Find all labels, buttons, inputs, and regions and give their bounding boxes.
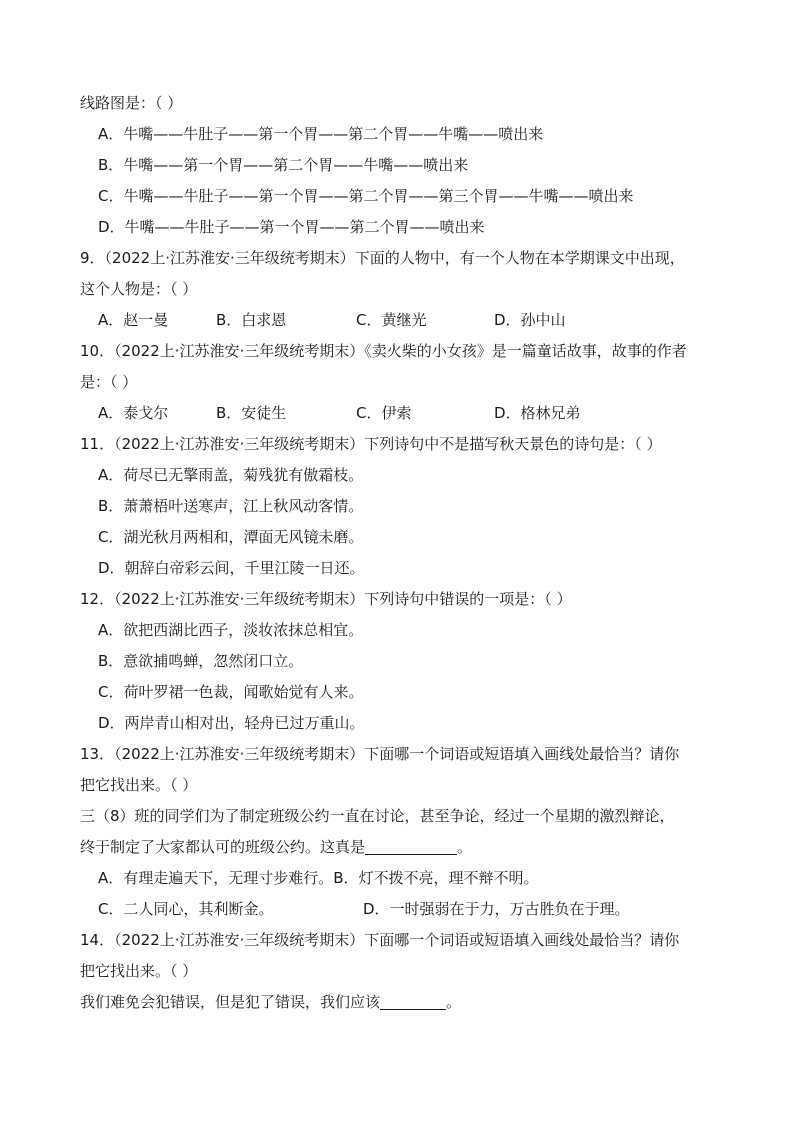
q14-passage-text: 我们难免会犯错误，但是犯了错误，我们应该: [80, 993, 381, 1011]
q14-fill-blank[interactable]: [380, 993, 446, 1010]
q14-stem-line1: 14．（2022上·江苏淮安·三年级统考期末）下面哪一个词语或短语填入画线处最恰当？请你: [80, 931, 680, 949]
q8-option-d: D．牛嘴——牛肚子——第一个胃——第二个胃——喷出来: [98, 218, 485, 236]
q12-option-c: C．荷叶罗裙一色裁，闻歌始觉有人来。: [98, 683, 364, 701]
q9-option-c: C．黄继光: [356, 311, 427, 329]
q13-option-b: B．灯不拨不亮，理不辩不明。: [333, 869, 539, 887]
q11-stem: 11．（2022上·江苏淮安·三年级统考期末）下列诗句中不是描写秋天景色的诗句是：（ ）: [80, 435, 662, 453]
q9-options: [80, 305, 720, 336]
q10-option-a: A．泰戈尔: [98, 404, 169, 422]
q13-stem-line2: 把它找出来。（ ）: [80, 776, 198, 794]
q13-options-row1: [80, 863, 720, 894]
q12-stem: 12．（2022上·江苏淮安·三年级统考期末）下列诗句中错误的一项是：（ ）: [80, 590, 572, 608]
q13-stem-line1: 13．（2022上·江苏淮安·三年级统考期末）下面哪一个词语或短语填入画线处最恰当？请你: [80, 745, 680, 763]
question-list: [80, 88, 720, 1018]
q14-passage-end: 。: [446, 993, 462, 1011]
q9-option-a: A．赵一曼: [98, 311, 169, 329]
q10-stem-line2: 是：（ ）: [80, 373, 138, 391]
q13-passage-text: 终于制定了大家都认可的班级公约。这真是: [80, 838, 366, 856]
q9-stem-line2: 这个人物是：（ ）: [80, 280, 198, 298]
q10-option-d: D．格林兄弟: [494, 404, 581, 422]
q13-passage-line1: 三（8）班的同学们为了制定班级公约一直在讨论，甚至争论，经过一个星期的激烈辩论，: [80, 807, 675, 825]
q11-option-c: C．湖光秋月两相和，潭面无风镜未磨。: [98, 528, 364, 546]
q9-option-b: B．白求恩: [216, 311, 287, 329]
q8-stem-tail: 线路图是：（ ）: [80, 94, 183, 112]
q14-passage: [80, 987, 720, 1018]
q13-option-c: C．二人同心，其利断金。: [98, 900, 274, 918]
q11-option-d: D．朝辞白帝彩云间，千里江陵一日还。: [98, 559, 365, 577]
q10-option-c: C．伊索: [356, 404, 412, 422]
q12-option-a: A．欲把西湖比西子，淡妆浓抹总相宜。: [98, 621, 364, 639]
q12-option-d: D．两岸青山相对出，轻舟已过万重山。: [98, 714, 365, 732]
q13-option-d: D．一时强弱在于力，万古胜负在于理。: [363, 900, 630, 918]
q10-options: [80, 398, 720, 429]
q13-option-a: A．有理走遍天下，无理寸步难行。: [98, 869, 334, 887]
q8-option-c: C．牛嘴——牛肚子——第一个胃——第二个胃——第三个胃——牛嘴——喷出来: [98, 187, 634, 205]
q13-passage-end: 。: [457, 838, 473, 856]
q11-option-b: B．萧萧梧叶送寒声，江上秋风动客情。: [98, 497, 364, 515]
q9-stem-line1: 9．（2022上·江苏淮安·三年级统考期末）下面的人物中，有一个人物在本学期课文中出现，: [80, 249, 685, 267]
q14-stem-line2: 把它找出来。（ ）: [80, 962, 198, 980]
q12-option-b: B．意欲捕鸣蝉，忽然闭口立。: [98, 652, 304, 670]
q9-option-d: D．孙中山: [494, 311, 566, 329]
q13-fill-blank[interactable]: [365, 838, 457, 855]
q8-option-b: B．牛嘴——第一个胃——第二个胃——牛嘴——喷出来: [98, 156, 469, 174]
q10-stem-line1: 10．（2022上·江苏淮安·三年级统考期末）《卖火柴的小女孩》是一篇童话故事，故事的作者: [80, 342, 687, 360]
q11-option-a: A．荷尽已无擎雨盖，菊残犹有傲霜枝。: [98, 466, 364, 484]
q10-option-b: B．安徒生: [216, 404, 287, 422]
q13-options-row2: [80, 894, 720, 925]
q13-passage-line2: [80, 832, 720, 863]
q8-option-a: A．牛嘴——牛肚子——第一个胃——第二个胃——牛嘴——喷出来: [98, 125, 544, 143]
